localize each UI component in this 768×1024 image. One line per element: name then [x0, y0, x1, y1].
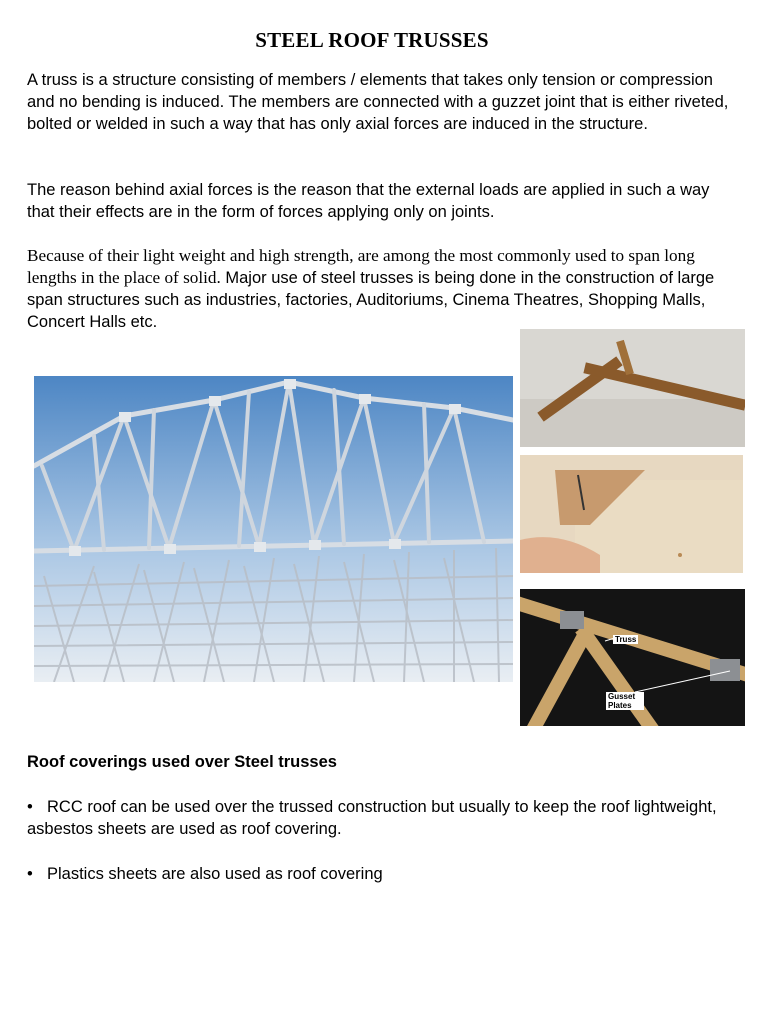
intro-paragraph-3 — [27, 245, 737, 333]
page-title: STEEL ROOF TRUSSES — [255, 28, 489, 52]
truss-annotation-label: Truss — [615, 635, 637, 644]
intro-paragraph-3-serif-text: Because of their light weight and high strength, are among the most commonly used to span long lengths in the place of solid. — [27, 246, 695, 287]
covering-bullet-2 — [27, 863, 737, 885]
wooden-joint-model-photo — [520, 329, 745, 447]
intro-paragraph-2: The reason behind axial forces is the reason that the external loads are applied in such a way that their effects are in the form of forces applying only on joints. — [27, 181, 710, 221]
intro-paragraph-1: A truss is a structure consisting of members / elements that takes only tension or compression and no bending is induced. The members are connected with a guzzet joint that is either riveted, bolted or welded in such a way that has only axial forces are induced in the structure. — [27, 71, 729, 133]
bullet-point-icon: • — [27, 798, 33, 816]
coverings-heading: Roof coverings used over Steel trusses — [27, 753, 337, 771]
covering-bullet-1-text: RCC roof can be used over the trussed construction but usually to keep the roof lightweight, asbestos sheets are used as roof covering. — [27, 798, 717, 838]
covering-bullet-2-text: Plastics sheets are also used as roof covering — [47, 865, 383, 883]
bullet-point-icon: • — [27, 865, 33, 883]
nailed-wood-corner-photo — [520, 455, 743, 573]
covering-bullet-1 — [27, 796, 737, 840]
intro-paragraph-3-sans-text: Major use of steel trusses is being done in the construction of large span structures such as industries, factories, Auditoriums, Cinema Theatres, Shopping Malls, Concert Halls etc. — [27, 269, 715, 331]
steel-truss-photo — [34, 376, 513, 682]
gusset-plates-annotation-label: Gusset Plates — [606, 692, 644, 710]
